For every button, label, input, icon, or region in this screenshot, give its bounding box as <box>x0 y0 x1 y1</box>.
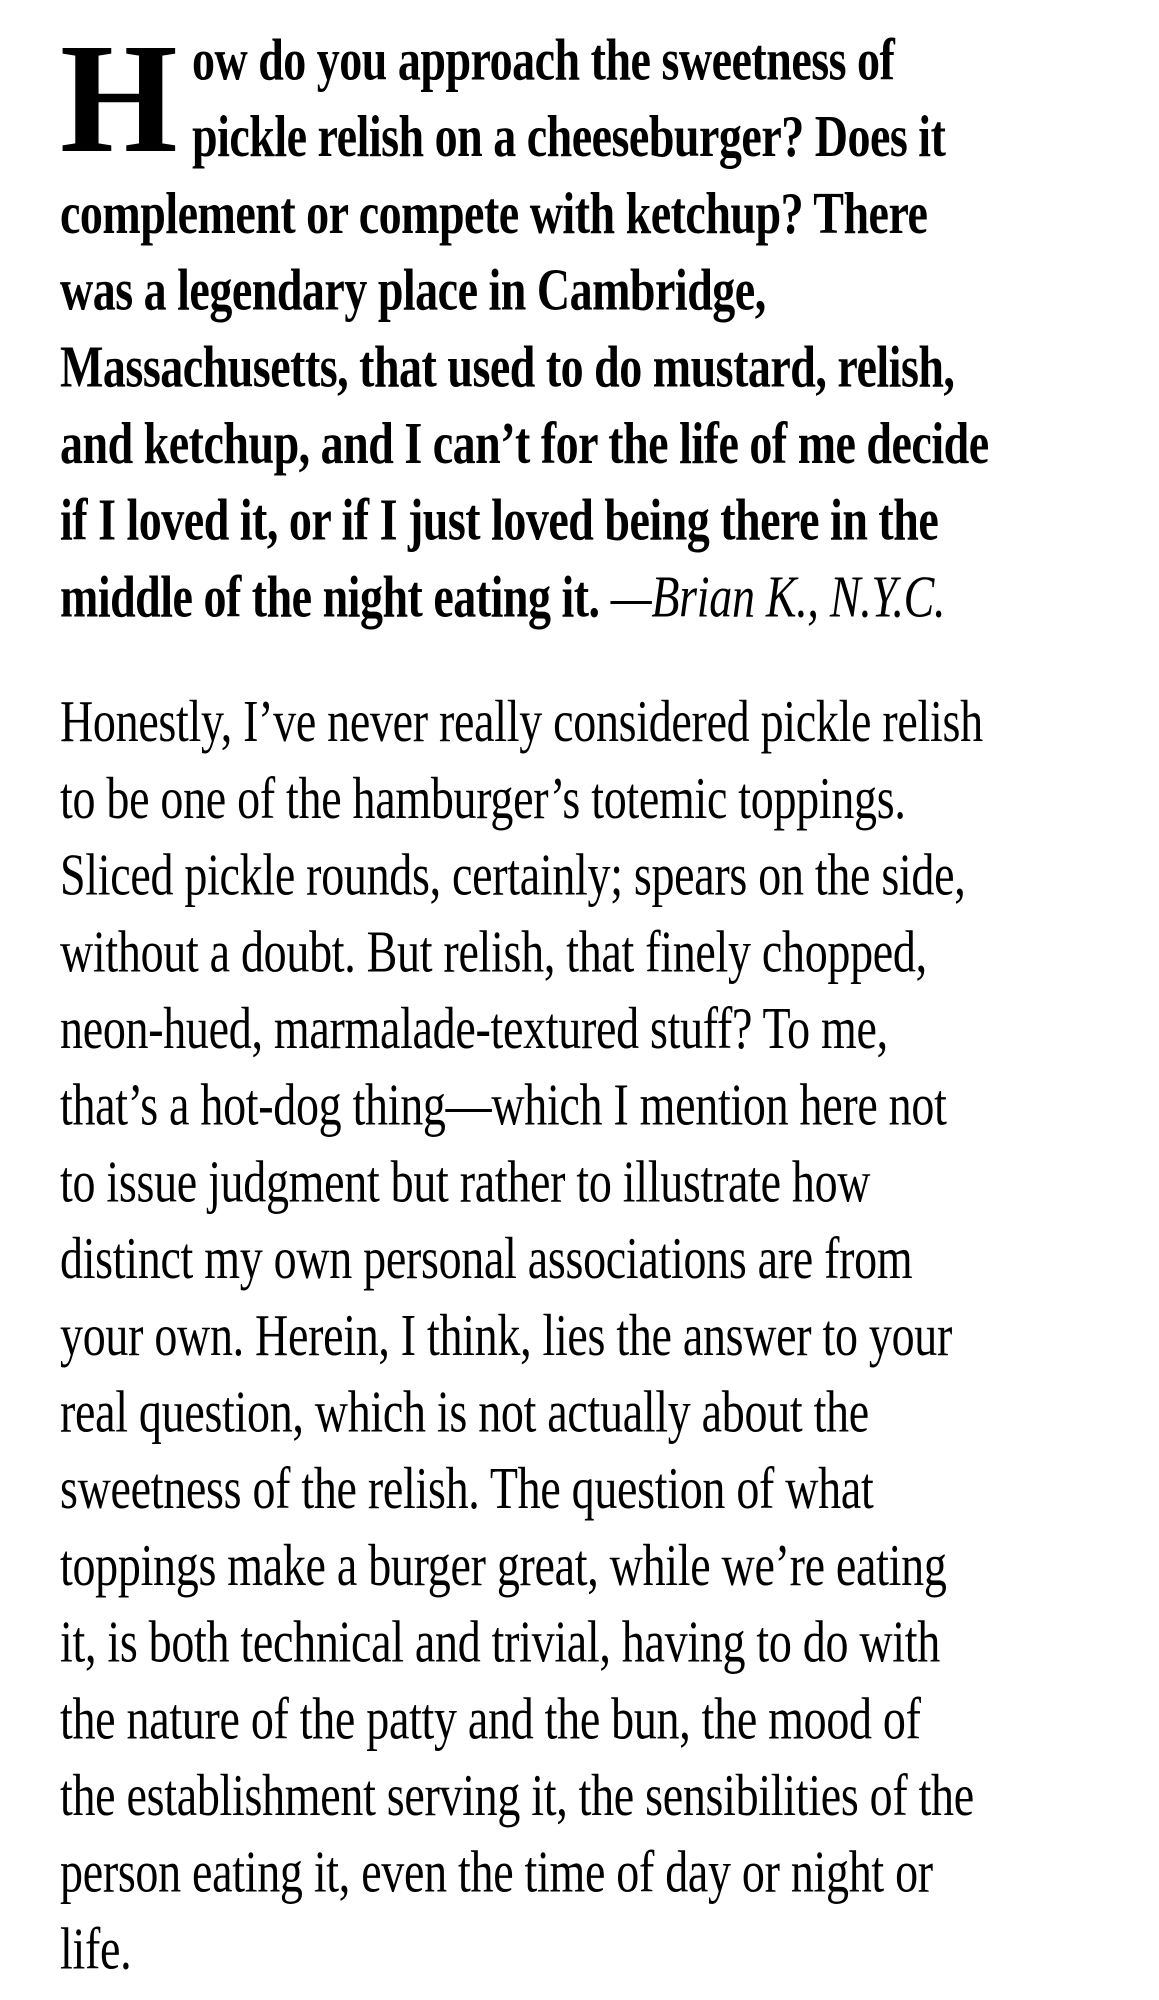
question-attribution: —Brian K., N.Y.C. <box>599 563 946 630</box>
text-line: neon-hued, marmalade-textured stuff? To me, <box>60 994 888 1061</box>
text-line: that’s a hot-dog thing—which I mention here not <box>60 1071 947 1138</box>
text-line: it, is both technical and trivial, having to do with <box>60 1608 940 1675</box>
text-line: without a doubt. But relish, that finely chopped, <box>60 917 927 985</box>
text-line: person eating it, even the time of day or night or <box>60 1838 933 1905</box>
text-line: and ketchup, and I can’t for the life of me decide <box>60 409 989 476</box>
reader-question-paragraph <box>60 11 1106 635</box>
question-last-line-text: middle of the night eating it. <box>60 563 600 630</box>
text-line: Sliced pickle rounds, certainly; spears on the side, <box>60 841 966 908</box>
text-line: the nature of the patty and the bun, the mood of <box>60 1685 921 1752</box>
article-text-column <box>60 11 1106 1987</box>
text-line: complement or compete with ketchup? There <box>60 179 928 246</box>
drop-cap: H <box>60 11 178 187</box>
text-line: ow do you approach the sweetness of <box>192 26 895 93</box>
text-line: if I loved it, or if I just loved being there in the <box>60 486 939 553</box>
text-line: toppings make a burger great, while we’re eating <box>60 1531 947 1598</box>
text-line: real question, which is not actually about the <box>60 1378 869 1445</box>
text-line: Massachusetts, that used to do mustard, relish, <box>60 333 955 400</box>
text-line: your own. Herein, I think, lies the answer to your <box>60 1301 953 1368</box>
columnist-answer-paragraph <box>60 683 1106 1987</box>
question-lines-indented <box>60 21 1106 174</box>
text-line: to be one of the hamburger’s totemic toppings. <box>60 764 906 831</box>
question-last-line <box>60 558 1106 635</box>
question-lines <box>60 174 1106 557</box>
text-line: life. <box>60 1915 132 1982</box>
text-line: Honestly, I’ve never really considered pickle relish <box>60 687 983 755</box>
text-line: distinct my own personal associations are from <box>60 1224 913 1292</box>
text-line: the establishment serving it, the sensibilities of the <box>60 1761 974 1828</box>
answer-lines <box>60 683 1106 1987</box>
text-line: sweetness of the relish. The question of what <box>60 1454 874 1522</box>
text-line: pickle relish on a cheeseburger? Does it <box>192 102 946 170</box>
text-line: was a legendary place in Cambridge, <box>60 256 766 323</box>
text-line: to issue judgment but rather to illustrate how <box>60 1148 871 1215</box>
